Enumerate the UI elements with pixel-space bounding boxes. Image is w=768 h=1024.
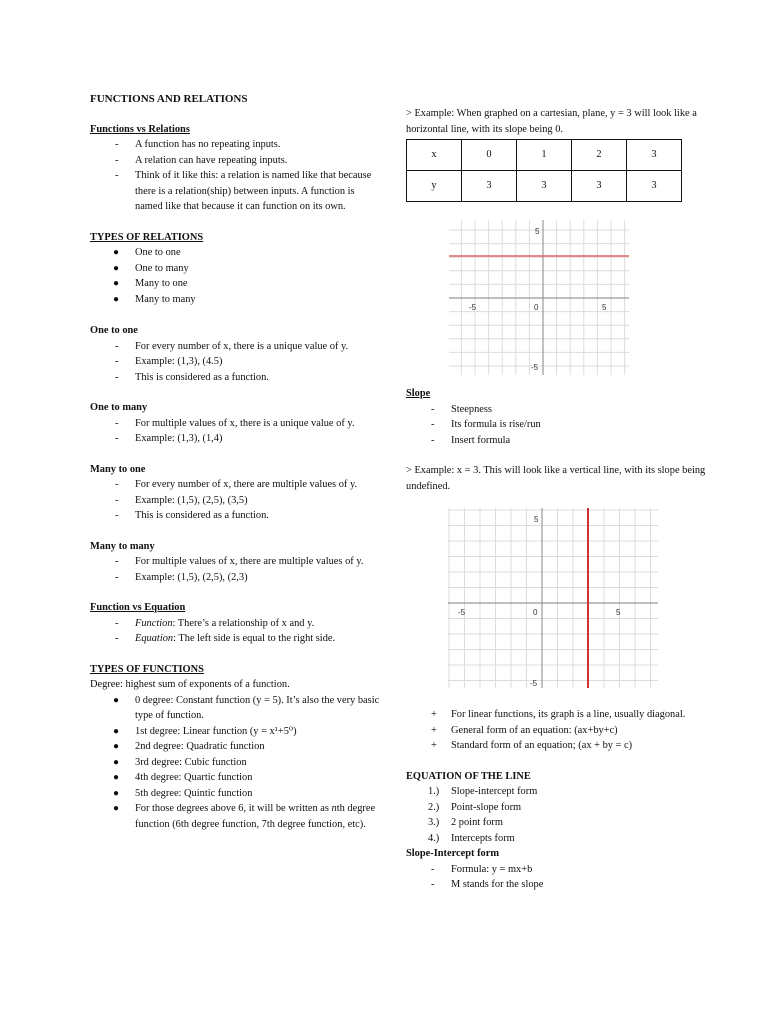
list-item: ● 3rd degree: Cubic function — [113, 756, 247, 768]
list-item: - A relation can have repeating inputs. — [115, 154, 288, 166]
tick-label: 0 — [533, 608, 538, 617]
list-item: - Its formula is rise/run — [431, 419, 541, 430]
list-item: ● Many to one — [113, 278, 188, 289]
list-item: ● 5th degree: Quintic function — [113, 787, 253, 799]
list-item: ● 0 degree: Constant function (y = 5). It’s also the very basic type of function. — [113, 694, 380, 721]
functions-vs-relations-section — [90, 122, 380, 215]
list-item: 3.) 2 point form — [428, 817, 503, 828]
list-item: ● 4th degree: Quartic function — [113, 772, 253, 783]
left-column — [90, 92, 380, 832]
tick-label: 5 — [616, 608, 621, 617]
list-item: - For multiple values of x, there is a unique value of y. — [115, 417, 355, 429]
graph-vertical-line — [448, 508, 678, 693]
list-item: - Equation: The left side is equal to the right side. — [115, 633, 336, 644]
slope-intercept-section — [406, 846, 706, 893]
list-item: - Formula: y = mx+b — [431, 863, 533, 875]
section-heading: TYPES OF RELATIONS — [90, 231, 204, 243]
function-vs-equation-section — [90, 600, 380, 647]
one-to-one-section — [90, 323, 380, 385]
list-item: - A function has no repeating inputs. — [115, 139, 281, 150]
equation-of-line-section — [406, 769, 706, 847]
list-item: - Insert formula — [431, 434, 511, 446]
section-heading: EQUATION OF THE LINE — [406, 770, 531, 782]
section-heading: Slope — [406, 388, 431, 399]
one-to-many-section — [90, 400, 380, 447]
document-title: FUNCTIONS AND RELATIONS — [90, 93, 248, 105]
list-item: 2.) Point-slope form — [428, 801, 522, 813]
table-row — [407, 171, 682, 202]
list-item: - Function: There’s a relationship of x and y. — [115, 617, 315, 629]
table-cell: x — [407, 140, 462, 171]
many-to-many-section — [90, 539, 380, 586]
list-item: ● One to one — [113, 247, 181, 258]
grid — [448, 508, 658, 688]
many-to-one-section — [90, 462, 380, 524]
section-heading: Many to one — [90, 463, 146, 475]
table-cell: y — [407, 171, 462, 202]
tick-label: 5 — [534, 515, 539, 524]
tick-label: 0 — [534, 303, 539, 312]
list-item: ● 2nd degree: Quadratic function — [113, 741, 265, 752]
list-item: - Steepness — [431, 403, 492, 415]
list-item: ● One to many — [113, 262, 189, 274]
slope-section — [406, 386, 706, 448]
section-heading: Function vs Equation — [90, 602, 186, 613]
table-cell: 3 — [572, 171, 627, 202]
table-cell: 1 — [517, 140, 572, 171]
section-heading: TYPES OF FUNCTIONS — [90, 663, 204, 675]
table-row — [407, 140, 682, 171]
list-item: - For multiple values of x, there are multiple values of y. — [115, 556, 364, 567]
degree-definition: Degree: highest sum of exponents of a function. — [90, 679, 290, 690]
list-item: - Example: (1,3), (4.5) — [115, 356, 223, 367]
example-horizontal-line: > Example: When graphed on a cartesian, plane, y = 3 will look like a horizontal line, with its slope being 0. — [406, 108, 697, 135]
right-column — [406, 106, 706, 893]
list-item: + Standard form of an equation; (ax + by = c) — [431, 740, 633, 751]
list-item: - M stands for the slope — [431, 879, 544, 890]
list-item: - Think of it like this: a relation is named like that because there is a relation(ship) between inputs. A function is named like that because it can function on its own. — [115, 170, 372, 212]
tick-label: -5 — [458, 608, 466, 617]
list-item: - For every number of x, there is a unique value of y. — [115, 340, 349, 352]
list-item: - This is considered as a function. — [115, 371, 269, 383]
list-item: ● 1st degree: Linear function (y = x¹+5⁰) — [113, 725, 297, 737]
section-heading: One to many — [90, 402, 148, 413]
tick-label: -5 — [531, 363, 539, 372]
section-heading: Many to many — [90, 540, 155, 552]
tick-label: -5 — [469, 303, 477, 312]
graph-horizontal-line — [449, 220, 679, 380]
table-cell: 2 — [572, 140, 627, 171]
types-of-relations-section — [90, 230, 380, 308]
list-item: - Example: (1,5), (2,5), (2,3) — [115, 571, 248, 583]
tick-label: 5 — [602, 303, 607, 312]
table-cell: 0 — [462, 140, 517, 171]
section-heading: Functions vs Relations — [90, 123, 190, 135]
types-of-functions-section — [90, 662, 380, 833]
list-item: ● Many to many — [113, 293, 196, 305]
tick-label: 5 — [535, 227, 540, 236]
xy-table — [406, 139, 682, 202]
example-vertical-line: > Example: x = 3. This will look like a vertical line, with its slope being undefined. — [406, 465, 706, 492]
list-item: + General form of an equation: (ax+by+c) — [431, 724, 618, 736]
list-item: 4.) Intercepts form — [428, 832, 515, 844]
list-item: 1.) Slope-intercept form — [428, 786, 538, 797]
tick-label: -5 — [530, 679, 538, 688]
table-cell: 3 — [627, 140, 682, 171]
list-item: - Example: (1,3), (1,4) — [115, 433, 223, 444]
list-item: - This is considered as a function. — [115, 510, 269, 521]
list-item: ● For those degrees above 6, it will be written as nth degree function (6th degree function, 7th degree function, etc). — [113, 803, 376, 830]
list-item: - For every number of x, there are multiple values of y. — [115, 479, 358, 490]
section-heading: One to one — [90, 325, 138, 336]
list-item: + For linear functions, its graph is a line, usually diagonal. — [431, 709, 686, 720]
table-cell: 3 — [462, 171, 517, 202]
table-cell: 3 — [517, 171, 572, 202]
section-heading: Slope-Intercept form — [406, 848, 500, 859]
list-item: - Example: (1,5), (2,5), (3,5) — [115, 494, 248, 506]
table-cell: 3 — [627, 171, 682, 202]
linear-notes — [406, 707, 706, 754]
